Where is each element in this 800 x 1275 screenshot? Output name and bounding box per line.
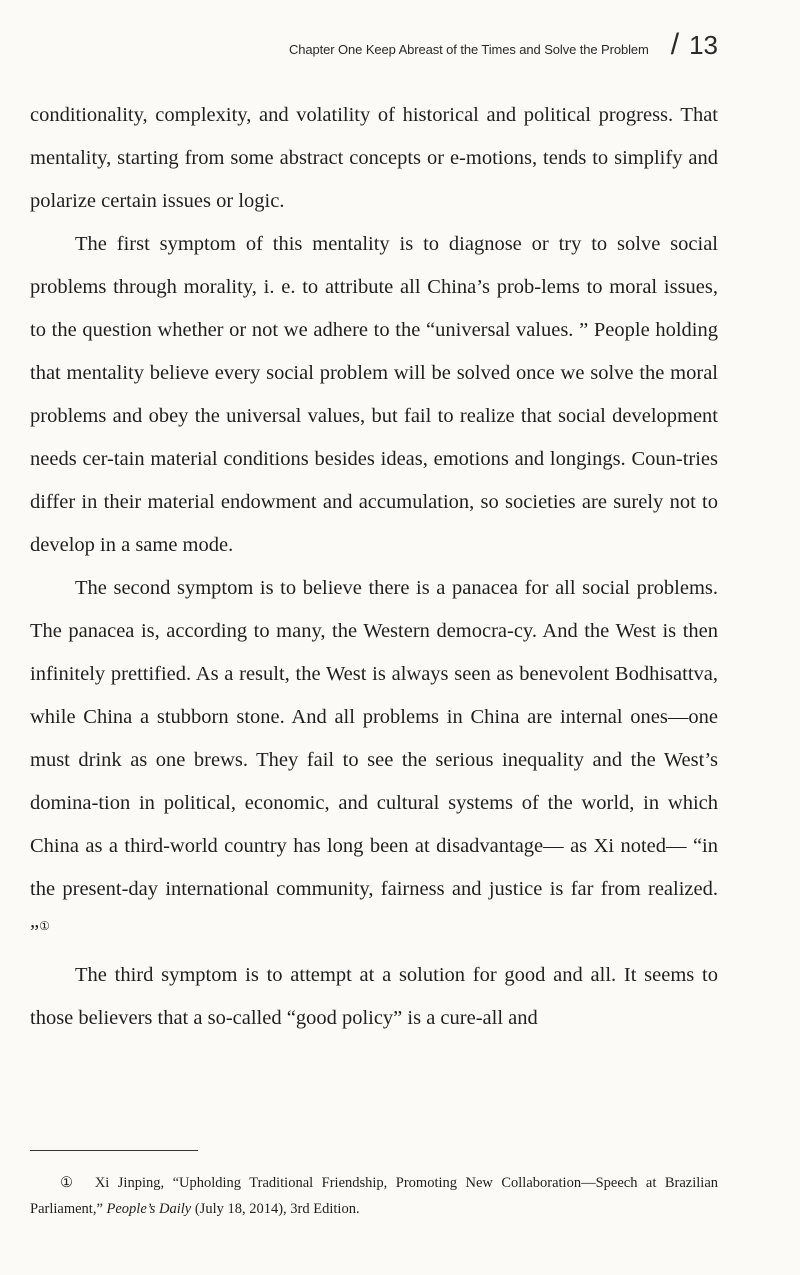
- paragraph-3-text: The second symptom is to believe there is a panacea for all social problems. The panacea is, according to many, the Western democra-cy. And the West is then infinitely prettified. As a result, the West is always seen as benevolent Bodhisattva, while China a stubborn stone. And all problems in China are internal ones—one must drink as one brews. They fail to see the serious inequality and the West’s domina-tion in political, economic, and cultural systems of the world, in which China as a third-world country has long been at disadvantage— as Xi noted— “in the present-day international community, fairness and justice is far from realized. ”: [30, 577, 718, 943]
- body-text: [30, 94, 718, 1040]
- running-header: [289, 28, 718, 62]
- paragraph-4: The third symptom is to attempt at a solution for good and all. It seems to those believers that a so-called “good policy” is a cure-all and: [30, 964, 718, 1029]
- page-number: 13: [689, 30, 718, 60]
- footnote-mark: ①: [60, 1175, 78, 1191]
- header-divider: /: [670, 28, 680, 61]
- footnote-text-end: (July 18, 2014), 3rd Edition.: [191, 1201, 360, 1217]
- paragraph-2: The first symptom of this mentality is to diagnose or try to solve social problems through morality, i. e. to attribute all China’s prob-lems to moral issues, to the question whether or not we adhere to the “universal values. ” People holding that mentality believe every social problem will be solved once we solve the moral problems and obey the universal values, but fail to realize that social development needs cer-tain material conditions besides ideas, emotions and longings. Coun-tries differ in their material endowment and accumulation, so societies are surely not to develop in a same mode.: [30, 233, 718, 556]
- footnote-divider: [30, 1150, 198, 1151]
- footnote: [30, 1170, 718, 1222]
- paragraph-3: [30, 567, 718, 954]
- footnote-text: Xi Jinping, “Upholding Traditional Friendship, Promoting New Collaboration—Speech at Brazilian Parliament,”: [30, 1175, 719, 1217]
- chapter-title: Chapter One Keep Abreast of the Times and Solve the Problem: [288, 42, 649, 57]
- footnote-reference[interactable]: ①: [39, 919, 50, 933]
- paragraph-1: conditionality, complexity, and volatility of historical and political progress. That mentality, starting from some abstract concepts or e-motions, tends to simplify and polarize certain issues or logic.: [30, 104, 718, 212]
- footnote-source: People’s Daily: [106, 1201, 192, 1217]
